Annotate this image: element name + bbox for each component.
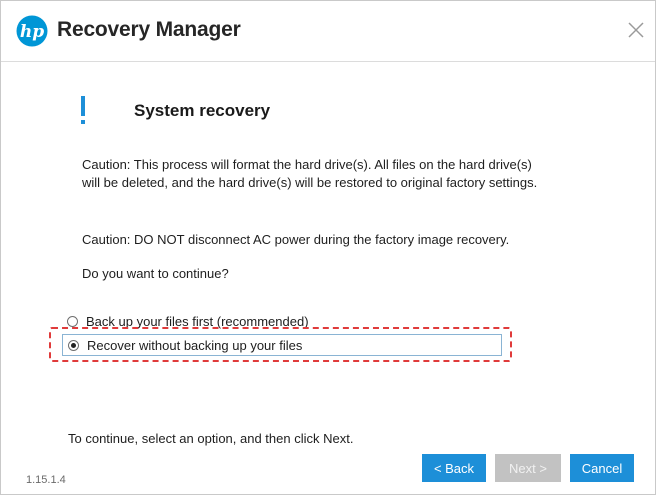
instruction-text: To continue, select an option, and then click Next. (68, 431, 354, 446)
back-button[interactable]: < Back (422, 454, 486, 482)
next-button[interactable]: Next > (495, 454, 561, 482)
cancel-button[interactable]: Cancel (570, 454, 634, 482)
continue-question: Do you want to continue? (82, 266, 229, 281)
option-recover-without-backup[interactable] (62, 334, 502, 356)
radio-button-unselected[interactable] (67, 316, 78, 327)
option-backup-first[interactable] (67, 310, 367, 332)
hp-logo-icon (16, 15, 48, 47)
close-icon[interactable] (625, 19, 647, 41)
svg-text:hp: hp (19, 22, 45, 42)
page-heading: System recovery (134, 101, 271, 120)
caution-power-text: Caution: DO NOT disconnect AC power during the factory image recovery. (82, 232, 510, 247)
window-title: Recovery Manager (57, 18, 241, 41)
exclamation-icon (79, 96, 87, 126)
caution-format-text: Caution: This process will format the hard drive(s). All files on the hard drive(s) will be deleted, and the hard drive(s) will be restored to original factory settings. (82, 157, 538, 190)
option-label: Back up your files first (recommended) (86, 313, 309, 329)
version-label: 1.15.1.4 (26, 474, 66, 486)
title-bar (1, 1, 655, 62)
radio-button-selected[interactable] (68, 340, 79, 351)
option-label: Recover without backing up your files (87, 337, 303, 353)
